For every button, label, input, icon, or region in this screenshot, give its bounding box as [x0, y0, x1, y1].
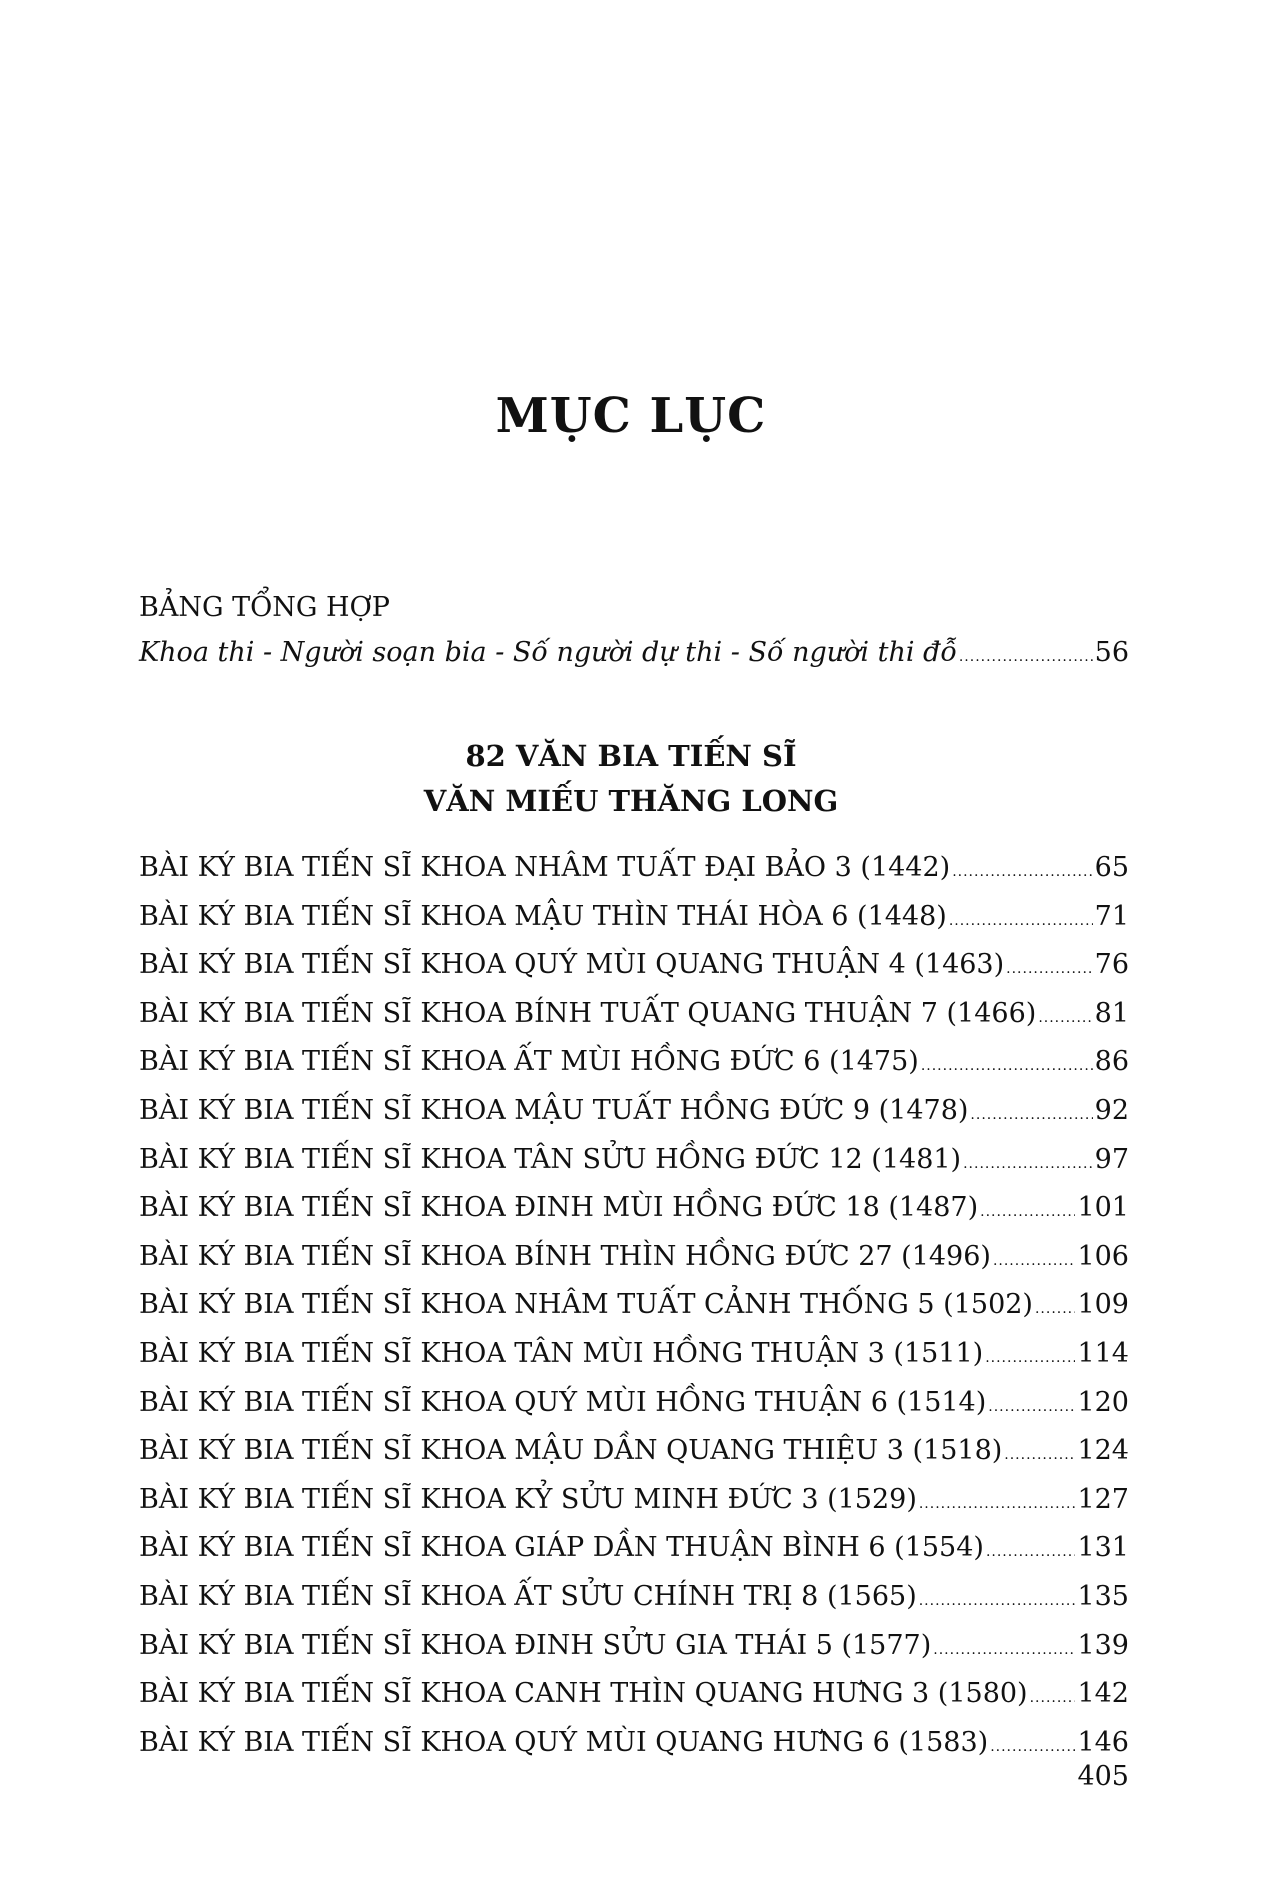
toc-entry-page: 106 — [1077, 1240, 1129, 1272]
toc-entry-title: BÀI KÝ BIA TIẾN SĨ KHOA ẤT SỬU CHÍNH TRỊ 8 (1565) — [139, 1580, 917, 1612]
toc-entry-title: BÀI KÝ BIA TIẾN SĨ KHOA ĐINH MÙI HỒNG ĐỨC 18 (1487) — [139, 1192, 979, 1224]
toc-entry-title: BÀI KÝ BIA TIẾN SĨ KHOA QUÝ MÙI QUANG HƯNG 6 (1583) — [139, 1726, 989, 1758]
toc-entry-title: BÀI KÝ BIA TIẾN SĨ KHOA ẤT MÙI HỒNG ĐỨC 6 (1475) — [139, 1046, 919, 1078]
section-title-line-2: VĂN MIẾU THĂNG LONG — [423, 784, 839, 818]
dot-leader — [970, 1093, 1092, 1138]
toc-entry-title: BÀI KÝ BIA TIẾN SĨ KHOA NHÂM TUẤT ĐẠI BẢO 3 (1442) — [139, 852, 951, 883]
toc-entry-page: 146 — [1077, 1726, 1129, 1758]
toc-entry-title: BÀI KÝ BIA TIẾN SĨ KHOA KỶ SỬU MINH ĐỨC 3 (1529) — [139, 1483, 917, 1515]
toc-entry-page: 109 — [1077, 1289, 1129, 1321]
toc-entry-title: BÀI KÝ BIA TIẾN SĨ KHOA GIÁP DẦN THUẬN BÌNH 6 (1554) — [139, 1532, 984, 1564]
toc-entry[interactable] — [139, 943, 1129, 992]
dot-leader — [985, 1336, 1075, 1381]
toc-entry-page: 127 — [1077, 1483, 1129, 1515]
toc-entry-title: BÀI KÝ BIA TIẾN SĨ KHOA MẬU THÌN THÁI HÒA 6 (1448) — [139, 900, 947, 932]
toc-entry-title: BÀI KÝ BIA TIẾN SĨ KHOA BÍNH TUẤT QUANG THUẬN 7 (1466) — [139, 997, 1037, 1029]
toc-entry[interactable] — [139, 1478, 1129, 1527]
toc-entry[interactable] — [139, 1672, 1129, 1721]
toc-entry-page: 139 — [1077, 1629, 1129, 1661]
toc-entry-title: BÀI KÝ BIA TIẾN SĨ KHOA MẬU TUẤT HỒNG ĐỨC 9 (1478) — [139, 1094, 969, 1126]
dot-leader — [919, 1482, 1076, 1527]
dot-leader — [952, 850, 1092, 895]
dot-leader — [986, 1530, 1076, 1575]
toc-entry[interactable] — [139, 1089, 1129, 1138]
toc-entry[interactable] — [139, 1138, 1129, 1187]
toc-entry-title: BÀI KÝ BIA TIẾN SĨ KHOA QUÝ MÙI QUANG THUẬN 4 (1463) — [139, 949, 1005, 981]
toc-entry[interactable] — [139, 1624, 1129, 1673]
toc-entry-page: 114 — [1077, 1337, 1129, 1369]
toc-entry-page: 124 — [1077, 1435, 1129, 1467]
dot-leader — [990, 1725, 1075, 1770]
toc-entry[interactable] — [139, 1575, 1129, 1624]
dot-leader — [988, 1385, 1075, 1430]
toc-entry-title: BÀI KÝ BIA TIẾN SĨ KHOA BÍNH THÌN HỒNG ĐỨC 27 (1496) — [139, 1240, 991, 1272]
page-number: 405 — [1077, 1761, 1129, 1792]
dot-leader — [919, 1579, 1076, 1624]
toc-entry[interactable] — [139, 1040, 1129, 1089]
toc-entry-page: 135 — [1077, 1580, 1129, 1612]
toc-entry-page: 97 — [1094, 1143, 1129, 1175]
toc-entry[interactable] — [139, 1429, 1129, 1478]
dot-leader — [959, 635, 1093, 680]
toc-entry-summary[interactable] — [139, 631, 1129, 680]
toc-entry-page: 56 — [1094, 637, 1129, 668]
toc-entry-title: BÀI KÝ BIA TIẾN SĨ KHOA TÂN MÙI HỒNG THUẬN 3 (1511) — [139, 1337, 984, 1369]
toc-entry-title: BÀI KÝ BIA TIẾN SĨ KHOA TÂN SỬU HỒNG ĐỨC 12 (1481) — [139, 1143, 962, 1175]
summary-heading: BẢNG TỔNG HỢP — [139, 592, 390, 623]
toc-entry-page: 65 — [1094, 852, 1129, 883]
toc-entry-page: 81 — [1094, 997, 1129, 1029]
summary-section — [139, 585, 1129, 680]
toc-entry-page: 120 — [1077, 1386, 1129, 1418]
toc-entry-page: 92 — [1094, 1094, 1129, 1126]
toc-entry-title: Khoa thi - Người soạn bia - Số người dự thi - Số người thi đỗ — [139, 637, 957, 668]
toc-entry[interactable] — [139, 992, 1129, 1041]
toc-entry-title: BÀI KÝ BIA TIẾN SĨ KHOA QUÝ MÙI HỒNG THUẬN 6 (1514) — [139, 1386, 987, 1418]
dot-leader — [963, 1142, 1093, 1187]
dot-leader — [1035, 1287, 1075, 1332]
toc-entry[interactable] — [139, 1186, 1129, 1235]
toc-entry[interactable] — [139, 1381, 1129, 1430]
dot-leader — [921, 1044, 1093, 1089]
toc-entry-list — [139, 846, 1129, 1769]
toc-entry[interactable] — [139, 1283, 1129, 1332]
dot-leader — [933, 1628, 1075, 1673]
toc-entry-page: 142 — [1077, 1678, 1129, 1710]
section-title-line-1: 82 VĂN BIA TIẾN SĨ — [465, 739, 797, 773]
toc-entry-page: 76 — [1094, 949, 1129, 981]
toc-entry[interactable] — [139, 1235, 1129, 1284]
toc-entry[interactable] — [139, 1526, 1129, 1575]
toc-entry-title: BÀI KÝ BIA TIẾN SĨ KHOA MẬU DẦN QUANG THIỆU 3 (1518) — [139, 1435, 1003, 1467]
toc-entry[interactable] — [139, 1332, 1129, 1381]
toc-entry-page: 101 — [1077, 1192, 1129, 1224]
toc-entry-title: BÀI KÝ BIA TIẾN SĨ KHOA CANH THÌN QUANG HƯNG 3 (1580) — [139, 1678, 1028, 1710]
dot-leader — [949, 899, 1093, 944]
page-title: MỤC LỤC — [495, 388, 767, 444]
toc-entry-title: BÀI KÝ BIA TIẾN SĨ KHOA NHÂM TUẤT CẢNH THỐNG 5 (1502) — [139, 1289, 1033, 1321]
toc-entry-title: BÀI KÝ BIA TIẾN SĨ KHOA ĐINH SỬU GIA THÁI 5 (1577) — [139, 1629, 932, 1661]
dot-leader — [980, 1190, 1075, 1235]
toc-entry[interactable] — [139, 895, 1129, 944]
dot-leader — [1038, 996, 1092, 1041]
toc-entry[interactable] — [139, 1721, 1129, 1770]
dot-leader — [993, 1239, 1076, 1284]
toc-entry-page: 71 — [1094, 900, 1129, 932]
dot-leader — [1004, 1433, 1075, 1478]
toc-entry-page: 86 — [1094, 1046, 1129, 1078]
toc-entry[interactable] — [139, 846, 1129, 895]
dot-leader — [1030, 1676, 1076, 1721]
toc-entry-page: 131 — [1077, 1532, 1129, 1564]
dot-leader — [1006, 947, 1093, 992]
section-title — [0, 734, 1262, 824]
